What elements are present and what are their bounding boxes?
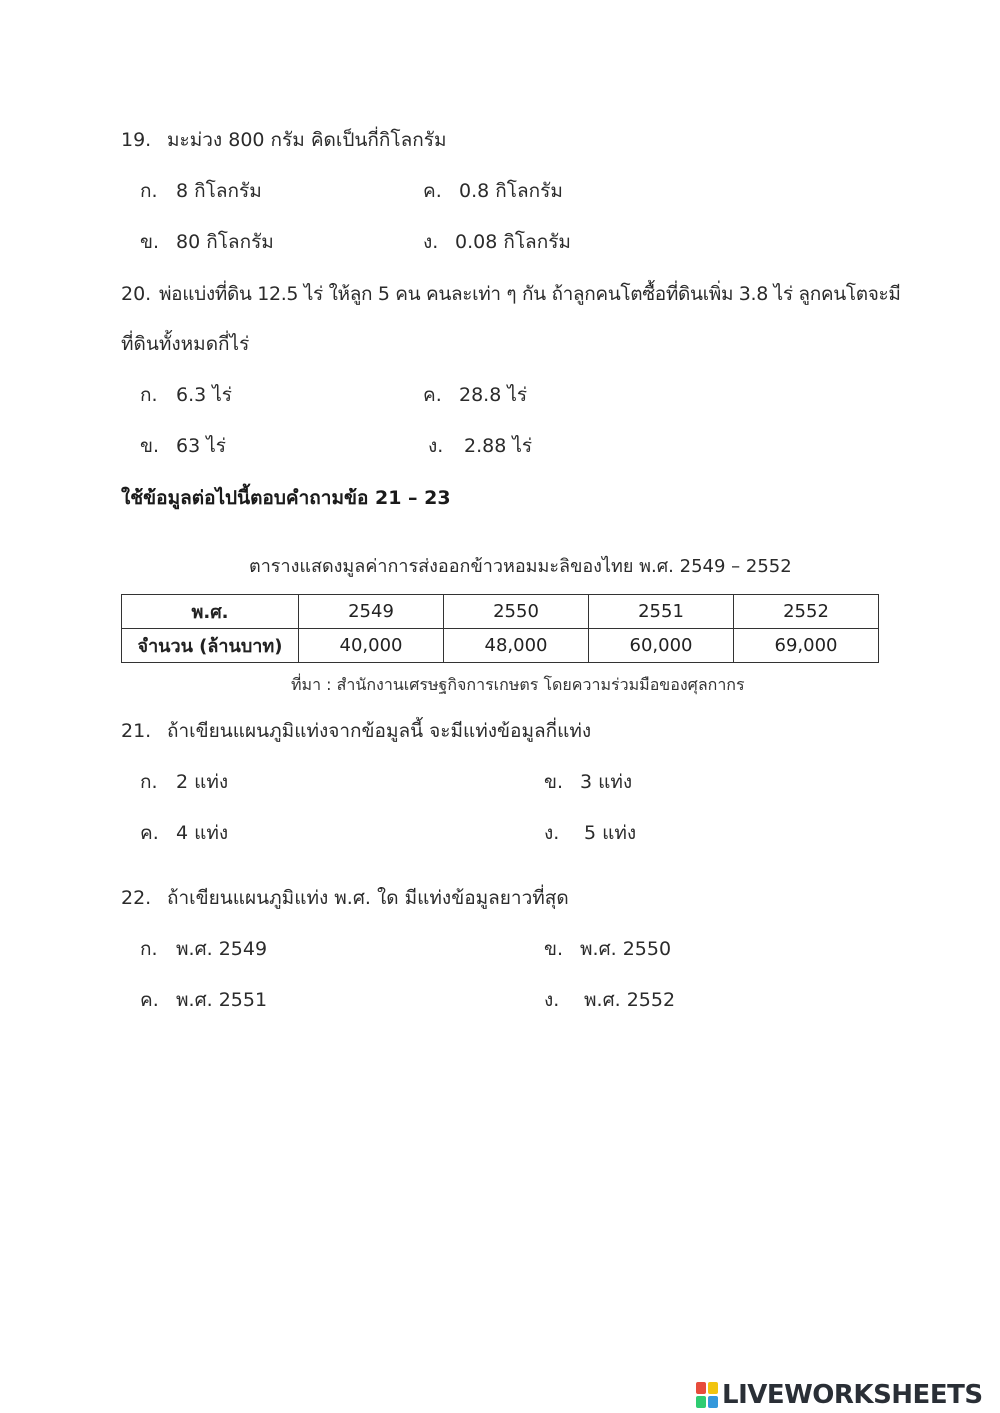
table-cell-year: 2552 [734, 595, 879, 629]
option-19-d[interactable]: ง. 0.08 กิโลกรัม [423, 231, 571, 253]
question-number: 20. [121, 283, 152, 305]
table-source: ที่มา : สำนักงานเศรษฐกิจการเกษตร โดยความร่วมมือของศุลกากร [291, 675, 745, 694]
option-22-d[interactable]: ง. พ.ศ. 2552 [544, 989, 676, 1011]
table-caption: ตารางแสดงมูลค่าการส่งออกข้าวหอมมะลิของไทย พ.ศ. 2549 – 2552 [249, 556, 792, 577]
export-table [121, 594, 879, 663]
option-20-b[interactable]: ข. 63 ไร่ [140, 435, 226, 457]
table-cell-year: 2549 [299, 595, 444, 629]
section-heading: ใช้ข้อมูลต่อไปนี้ตอบคำถามข้อ 21 – 23 [121, 487, 451, 509]
logo-block [696, 1382, 706, 1394]
option-22-c[interactable]: ค. พ.ศ. 2551 [140, 989, 268, 1011]
table-header-amount: จำนวน (ล้านบาท) [122, 629, 299, 663]
option-21-a[interactable]: ก. 2 แท่ง [140, 771, 229, 793]
question-number: 21. [121, 720, 152, 742]
option-20-d[interactable]: ง. 2.88 ไร่ [428, 435, 533, 457]
table-cell-year: 2550 [444, 595, 589, 629]
table-cell-amount: 48,000 [444, 629, 589, 663]
logo-text: LIVEWORKSHEETS [722, 1380, 983, 1410]
question-text-line1: พ่อแบ่งที่ดิน 12.5 ไร่ ให้ลูก 5 คน คนละเท่า ๆ กัน ถ้าลูกคนโตซื้อที่ดินเพิ่ม 3.8 ไร่ ลูกคนโตจะมี [159, 283, 901, 305]
question-21 [121, 719, 591, 743]
option-19-c[interactable]: ค. 0.8 กิโลกรัม [423, 180, 563, 202]
question-number: 19. [121, 129, 152, 151]
logo-block [708, 1396, 718, 1408]
question-22 [121, 886, 569, 910]
question-text: ถ้าเขียนแผนภูมิแท่งจากข้อมูลนี้ จะมีแท่งข้อมูลกี่แท่ง [167, 720, 592, 742]
question-20 [121, 282, 901, 306]
question-text: มะม่วง 800 กรัม คิดเป็นกี่กิโลกรัม [167, 129, 447, 151]
table-cell-amount: 40,000 [299, 629, 444, 663]
option-19-a[interactable]: ก. 8 กิโลกรัม [140, 180, 262, 202]
table-cell-year: 2551 [589, 595, 734, 629]
question-number: 22. [121, 887, 152, 909]
table-row [122, 595, 879, 629]
option-22-b[interactable]: ข. พ.ศ. 2550 [544, 938, 672, 960]
option-20-c[interactable]: ค. 28.8 ไร่ [423, 384, 528, 406]
logo-block [708, 1382, 718, 1394]
liveworksheets-logo[interactable] [696, 1379, 983, 1411]
logo-block [696, 1396, 706, 1408]
question-20-line2: ที่ดินทั้งหมดกี่ไร่ [121, 333, 250, 355]
option-22-a[interactable]: ก. พ.ศ. 2549 [140, 938, 268, 960]
question-text: ถ้าเขียนแผนภูมิแท่ง พ.ศ. ใด มีแท่งข้อมูลยาวที่สุด [167, 887, 569, 909]
option-21-c[interactable]: ค. 4 แท่ง [140, 822, 229, 844]
table-cell-amount: 69,000 [734, 629, 879, 663]
option-19-b[interactable]: ข. 80 กิโลกรัม [140, 231, 274, 253]
option-21-d[interactable]: ง. 5 แท่ง [544, 822, 637, 844]
option-20-a[interactable]: ก. 6.3 ไร่ [140, 384, 233, 406]
logo-blocks-icon [696, 1382, 718, 1408]
option-21-b[interactable]: ข. 3 แท่ง [544, 771, 633, 793]
table-cell-amount: 60,000 [589, 629, 734, 663]
table-row [122, 629, 879, 663]
table-header-year: พ.ศ. [122, 595, 299, 629]
question-19 [121, 128, 447, 152]
